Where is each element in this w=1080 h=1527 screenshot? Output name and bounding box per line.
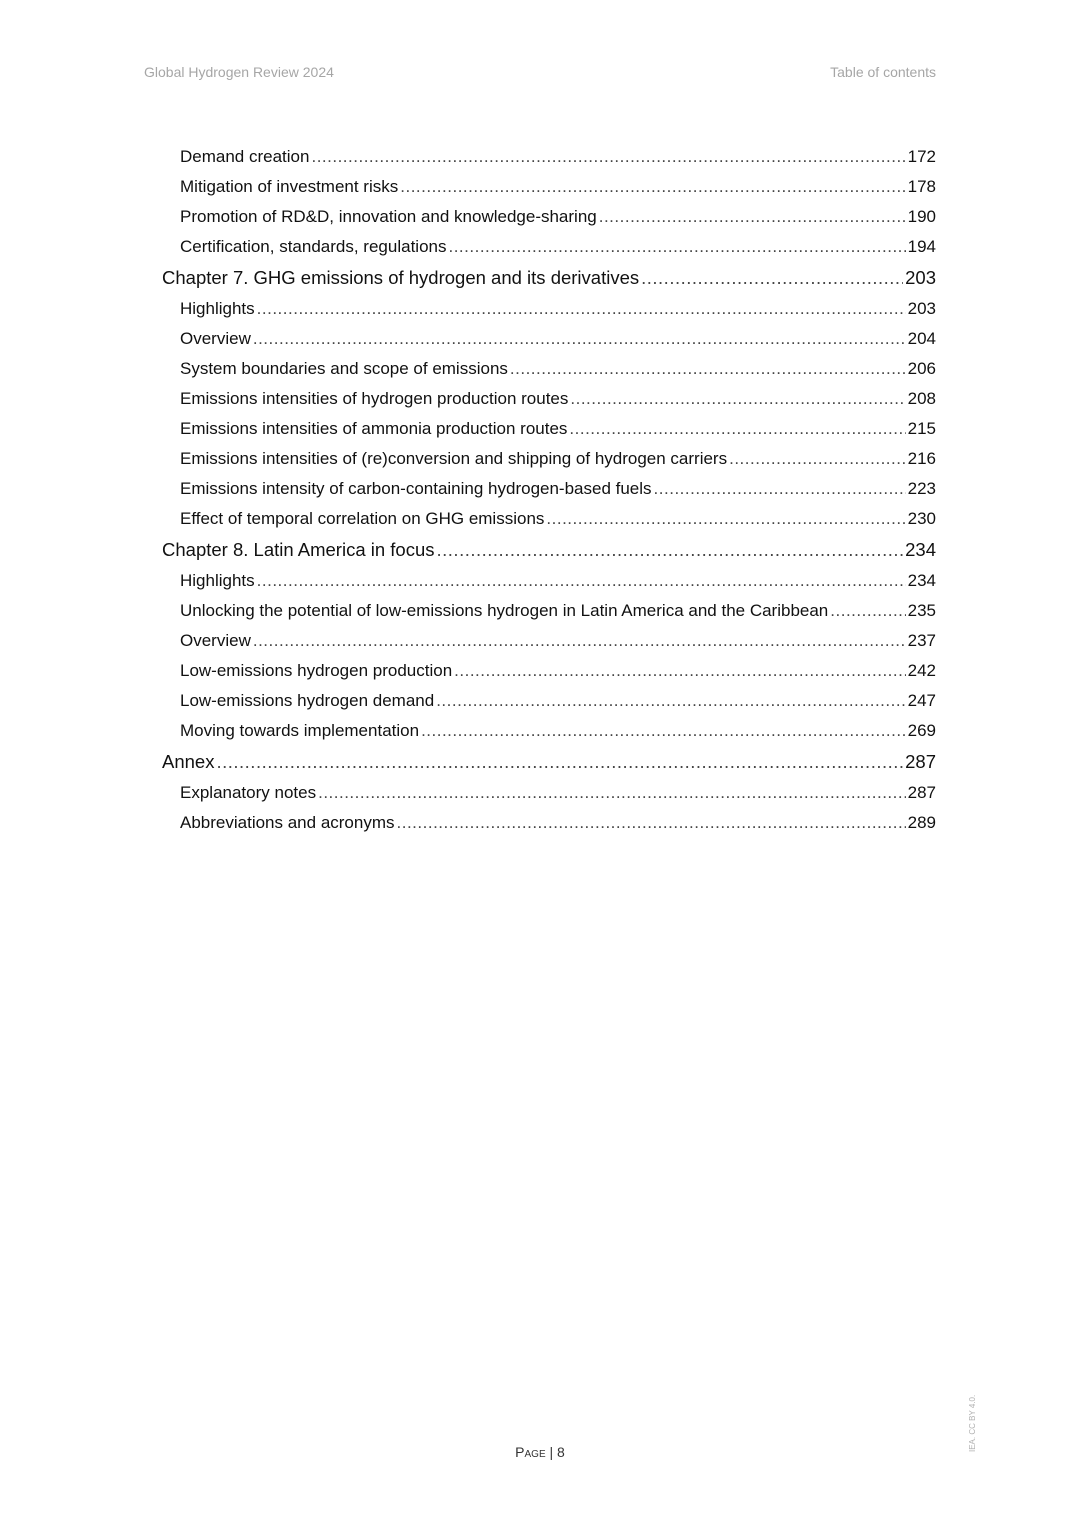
toc-entry-page: 194	[907, 237, 936, 256]
toc-dot-leader	[318, 778, 906, 808]
toc-entry-page: 203	[907, 299, 936, 318]
toc-entry-page: 206	[907, 359, 936, 378]
toc-section-entry[interactable]	[162, 504, 936, 534]
section-title: Table of contents	[830, 64, 936, 80]
toc-entry-page: 247	[907, 691, 936, 710]
page-separator: |	[549, 1444, 554, 1460]
toc-entry-title: Chapter 8. Latin America in focus	[162, 539, 435, 560]
toc-entry-page: 242	[907, 661, 936, 680]
toc-entry-title: Abbreviations and acronyms	[180, 813, 395, 832]
toc-section-entry[interactable]	[162, 596, 936, 626]
toc-entry-page: 234	[905, 539, 936, 560]
toc-dot-leader	[448, 232, 905, 262]
toc-section-entry[interactable]	[162, 232, 936, 262]
toc-entry-page: 230	[907, 509, 936, 528]
toc-dot-leader	[454, 656, 905, 686]
toc-dot-leader	[830, 596, 905, 626]
toc-entry-title: Overview	[180, 631, 251, 650]
toc-entry-page: 235	[907, 601, 936, 620]
toc-dot-leader	[510, 354, 906, 384]
toc-entry-title: Demand creation	[180, 147, 310, 166]
toc-section-entry[interactable]	[162, 354, 936, 384]
toc-entry-page: 190	[907, 207, 936, 226]
toc-entry-title: Emissions intensity of carbon-containing hydrogen-based fuels	[180, 479, 652, 498]
toc-entry-title: System boundaries and scope of emissions	[180, 359, 508, 378]
toc-dot-leader	[257, 566, 906, 596]
toc-entry-page: 289	[907, 813, 936, 832]
toc-section-entry[interactable]	[162, 294, 936, 324]
toc-entry-title: Emissions intensities of hydrogen production routes	[180, 389, 569, 408]
toc-dot-leader	[257, 294, 906, 324]
page-number: 8	[557, 1444, 565, 1460]
toc-dot-leader	[729, 444, 906, 474]
toc-dot-leader	[599, 202, 906, 232]
toc-entry-title: Promotion of RD&D, innovation and knowledge-sharing	[180, 207, 597, 226]
toc-dot-leader	[654, 474, 906, 504]
toc-dot-leader	[253, 324, 906, 354]
toc-entry-title: Effect of temporal correlation on GHG emissions	[180, 509, 545, 528]
toc-dot-leader	[400, 172, 905, 202]
document-title: Global Hydrogen Review 2024	[144, 64, 334, 80]
toc-chapter-entry[interactable]	[162, 262, 936, 294]
toc-entry-page: 234	[907, 571, 936, 590]
toc-entry-page: 237	[907, 631, 936, 650]
toc-entry-page: 287	[905, 751, 936, 772]
toc-section-entry[interactable]	[162, 202, 936, 232]
toc-entry-title: Highlights	[180, 299, 255, 318]
toc-entry-title: Mitigation of investment risks	[180, 177, 399, 196]
toc-section-entry[interactable]	[162, 324, 936, 354]
toc-dot-leader	[436, 686, 905, 716]
toc-entry-title: Certification, standards, regulations	[180, 237, 447, 256]
toc-dot-leader	[641, 262, 903, 294]
toc-section-entry[interactable]	[162, 384, 936, 414]
toc-entry-page: 178	[907, 177, 936, 196]
toc-dot-leader	[546, 504, 905, 534]
toc-entry-title: Chapter 7. GHG emissions of hydrogen and its derivatives	[162, 267, 640, 288]
toc-entry-page: 287	[907, 783, 936, 802]
toc-entry-page: 223	[907, 479, 936, 498]
toc-section-entry[interactable]	[162, 686, 936, 716]
toc-section-entry[interactable]	[162, 414, 936, 444]
running-header	[144, 64, 936, 80]
toc-entry-page: 216	[907, 449, 936, 468]
toc-dot-leader	[216, 746, 903, 778]
toc-section-entry[interactable]	[162, 444, 936, 474]
toc-section-entry[interactable]	[162, 656, 936, 686]
toc-entry-title: Emissions intensities of ammonia production routes	[180, 419, 568, 438]
toc-section-entry[interactable]	[162, 474, 936, 504]
page-footer	[0, 1444, 1080, 1460]
toc-dot-leader	[437, 534, 904, 566]
toc-dot-leader	[311, 142, 905, 172]
toc-entry-title: Annex	[162, 751, 215, 772]
toc-section-entry[interactable]	[162, 626, 936, 656]
toc-section-entry[interactable]	[162, 142, 936, 172]
toc-entry-title: Highlights	[180, 571, 255, 590]
toc-entry-page: 203	[905, 267, 936, 288]
license-note: IEA. CC BY 4.0.	[968, 1394, 977, 1452]
toc-entry-page: 215	[907, 419, 936, 438]
toc-entry-title: Moving towards implementation	[180, 721, 420, 740]
toc-entry-title: Low-emissions hydrogen demand	[180, 691, 435, 710]
toc-chapter-entry[interactable]	[162, 746, 936, 778]
toc-dot-leader	[569, 414, 905, 444]
table-of-contents	[162, 142, 936, 838]
toc-entry-title: Explanatory notes	[180, 783, 317, 802]
toc-section-entry[interactable]	[162, 808, 936, 838]
toc-entry-page: 204	[907, 329, 936, 348]
toc-dot-leader	[397, 808, 906, 838]
toc-section-entry[interactable]	[162, 778, 936, 808]
toc-entry-title: Emissions intensities of (re)conversion and shipping of hydrogen carriers	[180, 449, 728, 468]
toc-entry-title: Unlocking the potential of low-emissions hydrogen in Latin America and the Caribbean	[180, 601, 829, 620]
toc-dot-leader	[570, 384, 905, 414]
page-label: Page	[515, 1444, 546, 1460]
toc-entry-title: Low-emissions hydrogen production	[180, 661, 453, 680]
toc-chapter-entry[interactable]	[162, 534, 936, 566]
toc-section-entry[interactable]	[162, 566, 936, 596]
toc-entry-page: 208	[907, 389, 936, 408]
toc-entry-title: Overview	[180, 329, 251, 348]
toc-entry-page: 269	[907, 721, 936, 740]
toc-entry-page: 172	[907, 147, 936, 166]
toc-section-entry[interactable]	[162, 172, 936, 202]
toc-section-entry[interactable]	[162, 716, 936, 746]
toc-dot-leader	[421, 716, 906, 746]
toc-dot-leader	[253, 626, 906, 656]
